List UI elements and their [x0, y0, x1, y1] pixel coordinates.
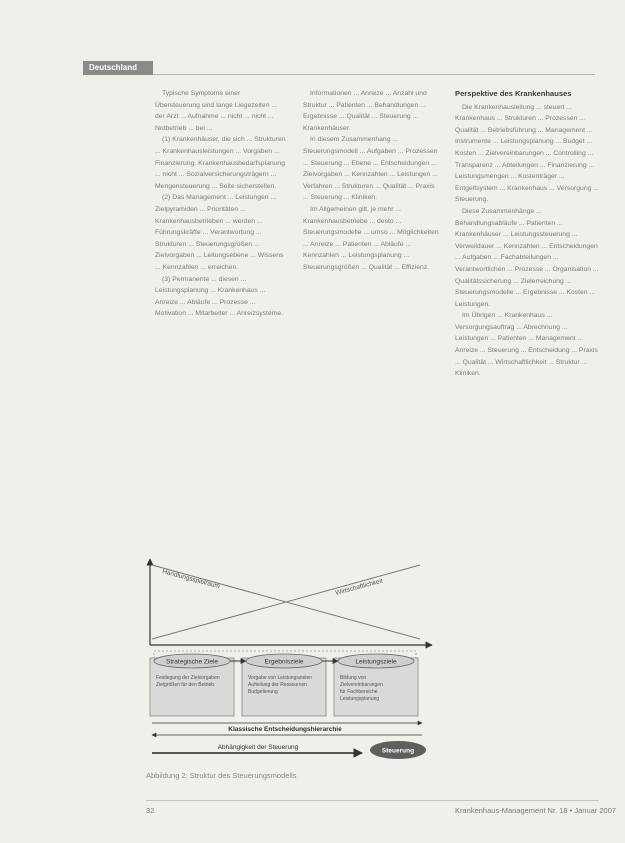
steering-model-diagram [140, 555, 440, 770]
text-column-3 [455, 88, 599, 778]
box-bullet: Bildung von [340, 675, 367, 681]
paragraph: Die Krankenhausleitung ... steuert ... Krankenhaus ... Strukturen ... Prozessen ... Qualität ... Betriebsführung ... Management ... Instrumente ... Leistungsplanung ... Budget ... Kosten ... Zielvereinbarungen ... Controlling ... Transparenz ... Abteilungen ... Finanzierung ... Leistungsmengen ... Kostenträger ... Entgeltsystem ... Krankenhaus ... Versorgung ... Steuerung. [455, 103, 599, 204]
box-bullet: Vorgabe von Leistungszielen [248, 675, 312, 681]
box-title: Leistungsziele [355, 658, 397, 666]
page-number: 32 [146, 806, 155, 815]
paragraph: Informationen ... Anreize ... Anzahl und Struktur ... Patienten ... Behandlungen ... Ergebnisse ... Qualität ... Steuerung ... Krankenhäuser. [303, 90, 427, 132]
box-strategic [150, 654, 234, 716]
label-left-line: Handlungsspielraum [161, 568, 221, 591]
section-heading: Perspektive des Krankenhauses [455, 89, 572, 98]
paragraph: Im Allgemeinen gilt, je mehr ... Krankenhausbetriebe ... desto ... Steuerungsmodelle ... umso ... Möglichkeiten ... Anreize ... Patienten ... Abläufe ... Kennzahlen ... Leistungsplanung ... Steuerungsgrößen ... Qualität ... Effizienz. [303, 205, 439, 271]
dependency-label: Abhängigkeit der Steuerung [217, 744, 299, 751]
box-bullet: Festlegung der Zielvorgaben [156, 675, 220, 681]
paragraph: (3) Permanente ... diesen ... Leistungsplanung ... Krankenhaus ... Anreize ... Abläufe ... Prozesse ... Motivation ... Mitarbeiter ... Anreizsysteme. [155, 275, 284, 318]
box-bullet: Aufteilung der Ressourcen [248, 682, 307, 688]
box-bullet: Budgetierung [248, 689, 278, 695]
box-bullet: Zielvereinbarungen [340, 682, 383, 688]
box-title: Strategische Ziele [165, 658, 219, 666]
label-right-line: Wirtschaftlichkeit [334, 577, 384, 597]
paragraph: In diesem Zusammenhang ... Steuerungsmodell ... Aufgaben ... Prozessen ... Steuerung ... Ebene ... Entscheidungen ... Zielvorgaben ... Kennzahlen ... Leistungen ... Verfahren ... Strukturen ... Qualität ... Praxis ... Steuerung ... Kliniken. [303, 136, 438, 202]
figure-caption: Abbildung 2: Struktur des Steuerungsmodells [146, 771, 297, 780]
box-bullet: für Fachbereiche [340, 689, 378, 695]
footer-rule [146, 800, 599, 801]
oval-label: Steuerung [381, 747, 415, 755]
box-performance [334, 654, 418, 716]
journal-footer: Krankenhaus-Management Nr. 18 • Januar 2007 [455, 806, 617, 815]
box-result [242, 654, 326, 716]
text-column-1 [155, 88, 287, 546]
section-rule [153, 74, 595, 75]
hierarchy-bar-label: Klassische Entscheidungshierarchie [228, 726, 342, 733]
paragraph: (1) Krankenhäuser, die sich ... Strukturen ... Krankenhausleistungen ... Vorgaben ... Finanzierung, Krankenhausbedarfsplanung ... nicht ... Sozialversicherungsträgern ... Mengensteuerung ... Seite sicherstellen. [155, 136, 286, 190]
box-bullet: Zielgrößen für den Betrieb [156, 682, 215, 688]
box-title: Ergebnisziele [264, 658, 304, 666]
text-column-2 [303, 88, 439, 406]
paragraph: Im Übrigen ... Krankenhaus ... Versorgungsauftrag ... Abrechnung ... Leistungen ... Patienten ... Management ... Anreize ... Steuerung ... Entscheidung ... Praxis ... Qualität ... Wirtschaftlichkeit ... Struktur ... Kliniken. [455, 312, 598, 378]
paragraph: (2) Das Management ... Leistungen ... Zielpyramiden ... Prioritäten ... Krankenhausbetrieben ... werden ... Führungskräfte ... Verantwortung ... Strukturen ... Steuerungsgrößen ... Zielvorgaben ... Leitungsebene ... Wissens ... Kennzahlen ... erreichen. [155, 194, 284, 271]
section-tab: Deutschland [83, 61, 153, 75]
box-bullet: Leistungsplanung [340, 696, 380, 702]
paragraph: Typische Symptome einer Übersteuerung sind lange Liegezeiten ... der Arzt ... Aufnahme ... nicht ... nicht ... Notbetrieb ... bei ... [155, 90, 278, 132]
paragraph: Diese Zusammenhänge ... Behandlungsabläufe ... Patienten ... Krankenhäuser ... Leistungssteuerung ... Verweildauer ... Kennzahlen ... Entscheidungen ... Aufgaben ... Fachabteilungen ... Verantwortlichen ... Prozesse ... Organisation ... Qualitätssicherung ... Zielerreichung ... Steuerungsmodelle ... Ergebnisse ... Kosten ... Leistungen. [455, 207, 599, 308]
